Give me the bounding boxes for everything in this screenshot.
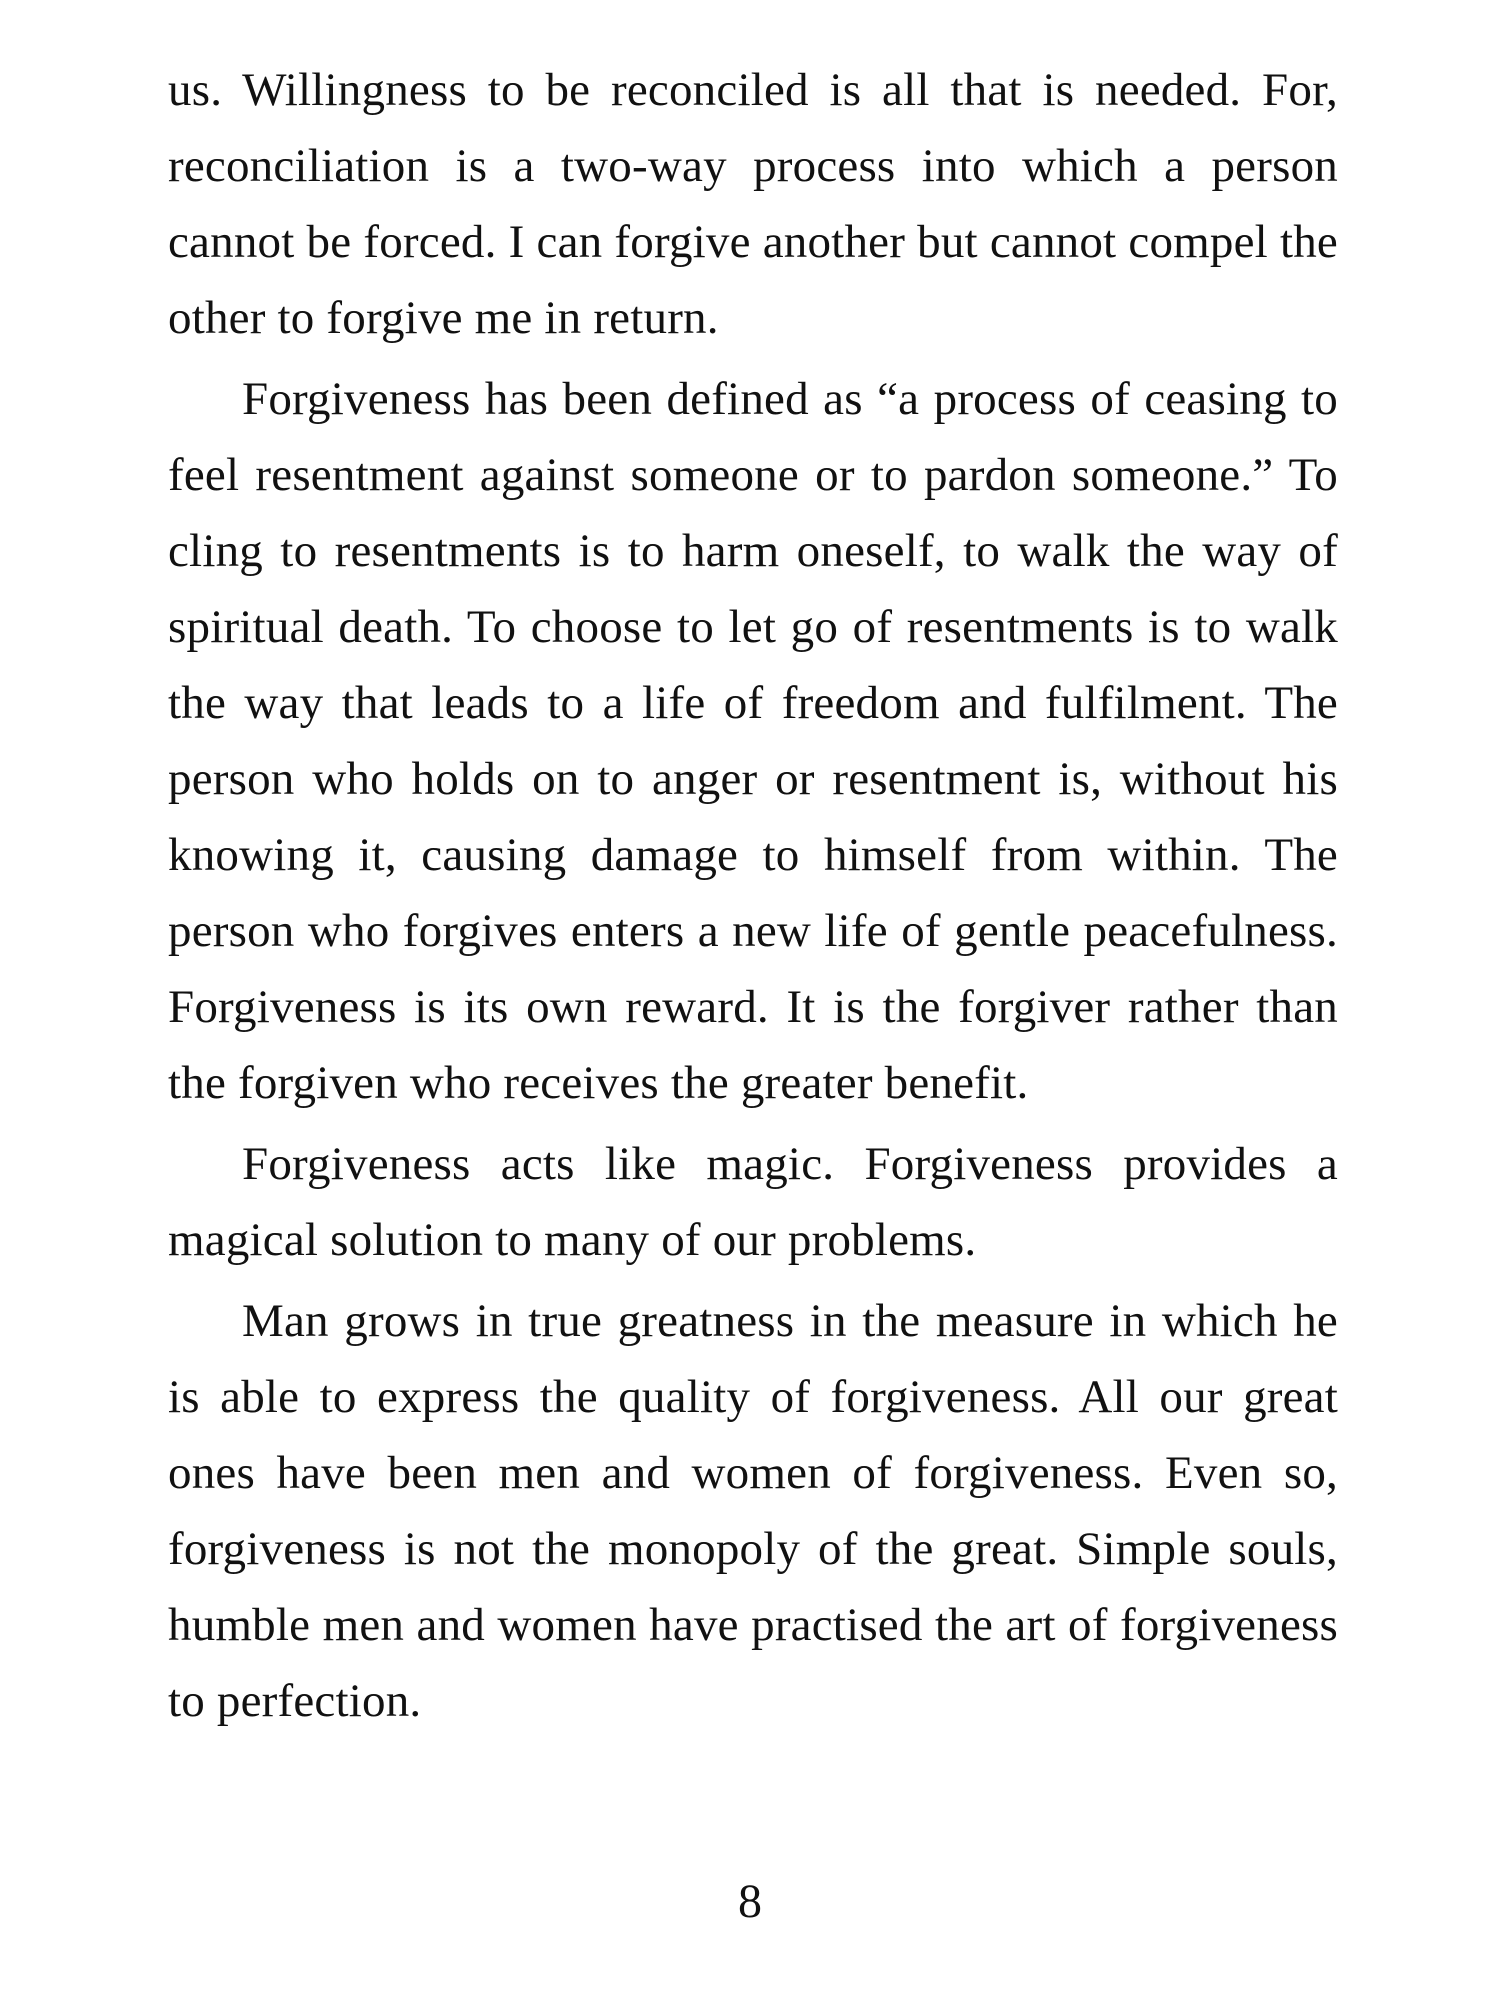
page-number: 8 — [738, 1875, 762, 1928]
paragraph-forgiveness-magic: Forgiveness acts like magic. Forgiveness provides a magical solution to many of our problems. — [168, 1138, 1338, 1266]
paragraph-forgiveness-definition: Forgiveness has been defined as “a process of ceasing to feel resentment against someone or to pardon someone.” To cling to resentments is to harm oneself, to walk the way of spiritual death. To choose to let go of resentments is to walk the way that leads to a life of freedom and fulfilment. The person who holds on to anger or resentment is, without his knowing it, causing damage to himself from within. The person who forgives enters a new life of gentle peacefulness. Forgiveness is its own reward. It is the forgiver rather than the forgiven who receives the greater benefit. — [168, 373, 1338, 1109]
paragraph-true-greatness: Man grows in true greatness in the measure in which he is able to express the quality of forgiveness. All our great ones have been men and women of forgiveness. Even so, forgiveness is not the monopoly of the great. Simple souls, humble men and women have practised the art of forgiveness to perfection. — [168, 1295, 1338, 1727]
body-text — [168, 52, 1338, 1739]
paragraph-continuation: us. Willingness to be reconciled is all that is needed. For, reconciliation is a two-way process into which a person cannot be forced. I can forgive another but cannot compel the other to forgive me in return. — [168, 64, 1338, 344]
